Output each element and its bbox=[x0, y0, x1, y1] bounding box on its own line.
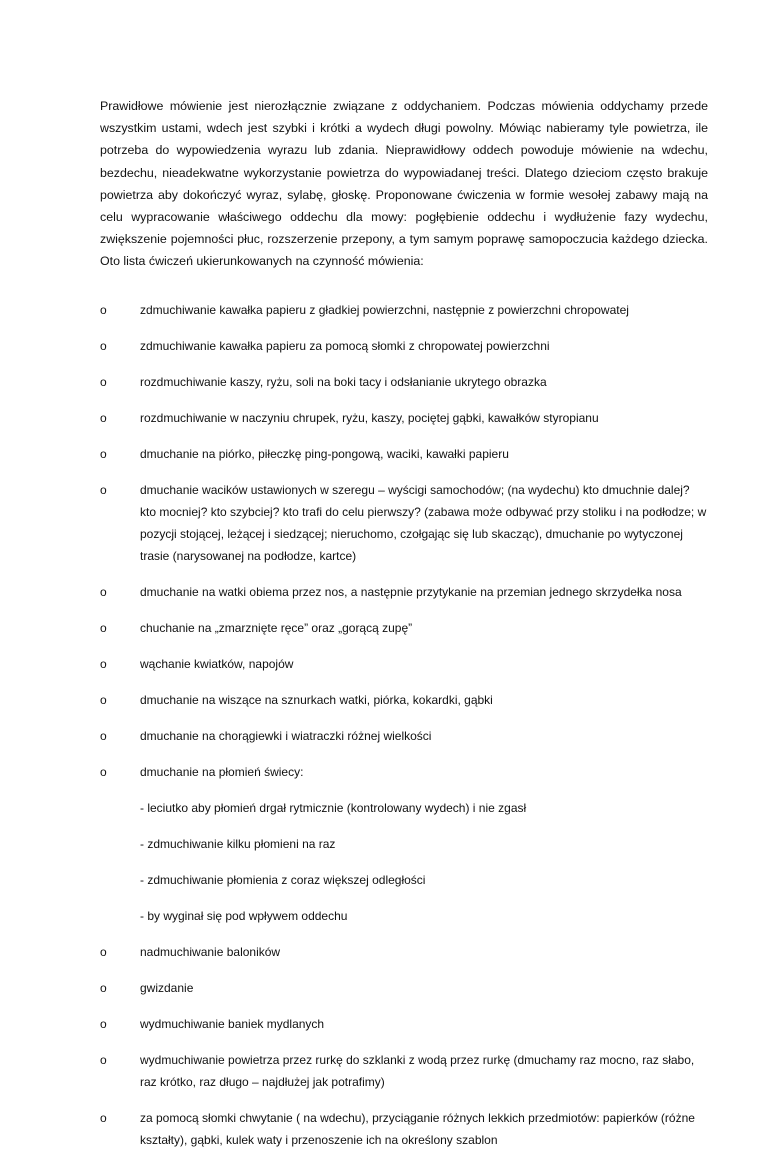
list-item bbox=[100, 1013, 708, 1035]
list-item-text: dmuchanie na wiszące na sznurkach watki, piórka, kokardki, gąbki bbox=[140, 692, 493, 707]
bullet-marker: o bbox=[100, 338, 107, 353]
bullet-marker: o bbox=[100, 410, 107, 425]
list-item-text: nadmuchiwanie baloników bbox=[140, 944, 281, 959]
bullet-marker: o bbox=[100, 302, 107, 317]
bullet-marker: o bbox=[100, 1052, 107, 1067]
bullet-marker: o bbox=[100, 374, 107, 389]
list-item bbox=[100, 689, 708, 711]
bullet-marker: o bbox=[100, 482, 107, 497]
list-item bbox=[100, 653, 708, 675]
list-item bbox=[100, 725, 708, 747]
list-item-text: dmuchanie na piórko, piłeczkę ping-pongową, waciki, kawałki papieru bbox=[140, 446, 509, 461]
list-item bbox=[100, 581, 708, 603]
bullet-marker: o bbox=[100, 584, 107, 599]
list-item bbox=[100, 977, 708, 999]
bullet-marker: o bbox=[100, 728, 107, 743]
list-item bbox=[100, 941, 708, 963]
list-item bbox=[100, 407, 708, 429]
list-item-text: rozdmuchiwanie w naczyniu chrupek, ryżu, kaszy, pociętej gąbki, kawałków styropianu bbox=[140, 410, 599, 425]
sub-list-item: - zdmuchiwanie kilku płomieni na raz bbox=[140, 836, 336, 851]
list-item bbox=[100, 443, 708, 465]
list-item-text: dmuchanie na watki obiema przez nos, a następnie przytykanie na przemian jednego skrzydełka nosa bbox=[140, 584, 682, 599]
intro-paragraph: Prawidłowe mówienie jest nierozłącznie związane z oddychaniem. Podczas mówienia oddychamy przede wszystkim ustami, wdech jest szybki i krótki a wydech długi powolny. Mówiąc nabieramy tyle powietrza, ile potrzeba do wypowiedzenia wyrazu lub zdania. Nieprawidłowy oddech powoduje mówienie na wdechu, bezdechu, nieadekwatne wykorzystanie powietrza do wypowiadanej treści. Dlatego dzieciom często brakuje powietrza aby dokończyć wyraz, sylabę, głoskę. Proponowane ćwiczenia w formie wesołej zabawy mają na celu wypracowanie właściwego oddechu dla mowy: pogłębienie oddechu i wydłużenie fazy wydechu, zwiększenie pojemności płuc, rozszerzenie przepony, a tym samym poprawę samopoczucia każdego dziecka. Oto lista ćwiczeń ukierunkowanych na czynność mówienia: bbox=[100, 99, 708, 269]
list-item bbox=[100, 1107, 708, 1151]
list-item bbox=[100, 299, 708, 321]
candle-sublist bbox=[140, 797, 708, 927]
list-item bbox=[100, 617, 708, 639]
list-item-text: wydmuchiwanie baniek mydlanych bbox=[140, 1016, 325, 1031]
sub-list-item: - leciutko aby płomień drgał rytmicznie (kontrolowany wydech) i nie zgasł bbox=[140, 800, 527, 815]
list-item bbox=[100, 335, 708, 357]
list-item bbox=[100, 1049, 708, 1093]
sub-list-item: - zdmuchiwanie płomienia z coraz większej odległości bbox=[140, 872, 426, 887]
list-item-text: za pomocą słomki chwytanie ( na wdechu), przyciąganie różnych lekkich przedmiotów: papierków (różne kształty), gąbki, kulek waty i przenoszenie ich na określony szablon bbox=[140, 1110, 695, 1147]
bullet-marker: o bbox=[100, 1110, 107, 1125]
bullet-marker: o bbox=[100, 1016, 107, 1031]
bullet-marker: o bbox=[100, 692, 107, 707]
bullet-marker: o bbox=[100, 764, 107, 779]
list-item-text: wąchanie kwiatków, napojów bbox=[140, 656, 294, 671]
list-item bbox=[100, 371, 708, 393]
list-item-candle bbox=[100, 761, 708, 927]
list-item-text: zdmuchiwanie kawałka papieru za pomocą słomki z chropowatej powierzchni bbox=[140, 338, 550, 353]
list-item-text: rozdmuchiwanie kaszy, ryżu, soli na boki tacy i odsłanianie ukrytego obrazka bbox=[140, 374, 547, 389]
list-item-text: zdmuchiwanie kawałka papieru z gładkiej powierzchni, następnie z powierzchni chropowatej bbox=[140, 302, 629, 317]
bullet-marker: o bbox=[100, 944, 107, 959]
list-item-text: dmuchanie wacików ustawionych w szeregu – wyścigi samochodów; (na wydechu) kto dmuchnie dalej? kto mocniej? kto szybciej? kto trafi do celu pierwszy? (zabawa może odbywać przy stoliku i na podłodze; w pozycji stojącej, leżącej i siedzącej; nieruchomo, czołgając się lub skacząc), dmuchanie po wytyczonej trasie (narysowanej na podłodze, kartce) bbox=[140, 482, 707, 563]
list-item-text: chuchanie na „zmarznięte ręce” oraz „gorącą zupę” bbox=[140, 620, 413, 635]
list-item-text: wydmuchiwanie powietrza przez rurkę do szklanki z wodą przez rurkę (dmuchamy raz mocno, raz słabo, raz krótko, raz długo – najdłużej jak potrafimy) bbox=[140, 1052, 695, 1089]
bullet-marker: o bbox=[100, 446, 107, 461]
list-item-text: gwizdanie bbox=[140, 980, 194, 995]
sub-list-item: - by wyginał się pod wpływem oddechu bbox=[140, 908, 348, 923]
list-item bbox=[100, 479, 708, 567]
bullet-marker: o bbox=[100, 656, 107, 671]
exercise-list bbox=[100, 299, 708, 1151]
list-item-text: dmuchanie na chorągiewki i wiatraczki różnej wielkości bbox=[140, 728, 432, 743]
list-item-text: dmuchanie na płomień świecy: bbox=[140, 764, 304, 779]
bullet-marker: o bbox=[100, 980, 107, 995]
bullet-marker: o bbox=[100, 620, 107, 635]
